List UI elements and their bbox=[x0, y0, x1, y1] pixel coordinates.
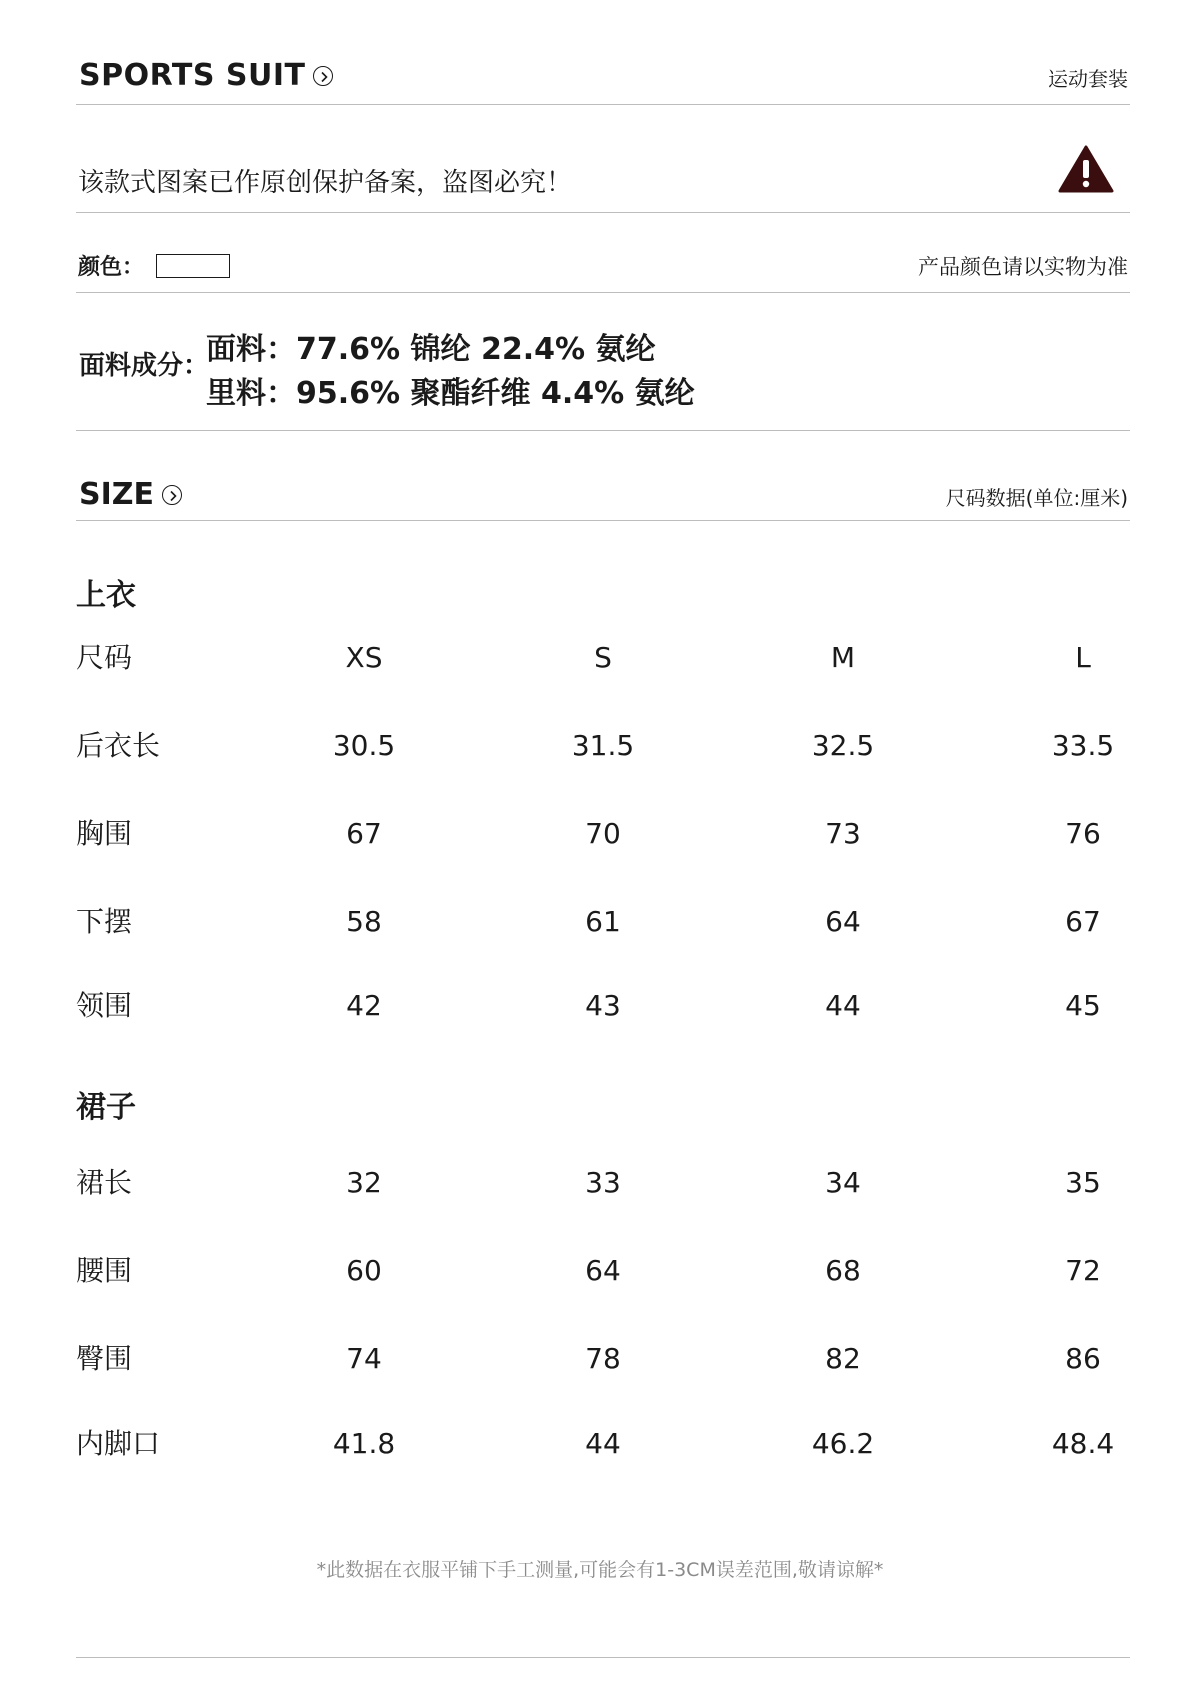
cell-value: 76 bbox=[1065, 817, 1101, 850]
cell-value: 64 bbox=[825, 905, 861, 938]
cell-value: 33 bbox=[585, 1166, 621, 1199]
fabric-label: 面料成分： bbox=[79, 351, 210, 381]
row-label: 下摆 bbox=[76, 905, 133, 938]
divider bbox=[76, 520, 1130, 521]
row-label: 后衣长 bbox=[76, 729, 161, 762]
table-row bbox=[0, 814, 1200, 854]
cell-value: 72 bbox=[1065, 1254, 1101, 1287]
divider bbox=[76, 292, 1130, 293]
cell-value: 70 bbox=[585, 817, 621, 850]
cell-value: 45 bbox=[1065, 989, 1101, 1022]
section-title-skirt: 裙子 bbox=[76, 1090, 136, 1125]
fabric-shell-line: 面料：77.6% 锦纶 22.4% 氨纶 bbox=[206, 332, 656, 367]
color-swatch bbox=[156, 254, 230, 278]
cell-value: 73 bbox=[825, 817, 861, 850]
cell-value: 35 bbox=[1065, 1166, 1101, 1199]
cell-value: 44 bbox=[585, 1427, 621, 1460]
divider bbox=[76, 212, 1130, 213]
row-label: 尺码 bbox=[76, 641, 133, 674]
cell-value: 48.4 bbox=[1051, 1427, 1115, 1460]
divider bbox=[76, 1657, 1130, 1658]
divider bbox=[76, 104, 1130, 105]
table-row bbox=[0, 1163, 1200, 1203]
color-field bbox=[78, 250, 230, 281]
footnote: *此数据在衣服平铺下手工测量,可能会有1-3CM误差范围,敬请谅解* bbox=[316, 1559, 884, 1581]
cell-value: L bbox=[1075, 641, 1091, 674]
copyright-notice: 该款式图案已作原创保护备案，盗图必究！ bbox=[78, 168, 573, 198]
table-row bbox=[0, 986, 1200, 1026]
page-title bbox=[79, 58, 333, 93]
cell-value: 60 bbox=[346, 1254, 382, 1287]
row-label: 腰围 bbox=[76, 1254, 133, 1287]
cell-value: 31.5 bbox=[571, 729, 635, 762]
cell-value: 41.8 bbox=[332, 1427, 396, 1460]
cell-value: 32.5 bbox=[811, 729, 875, 762]
table-row bbox=[0, 902, 1200, 942]
cell-value: 67 bbox=[346, 817, 382, 850]
cell-value: 34 bbox=[825, 1166, 861, 1199]
size-title-text: SIZE bbox=[79, 477, 155, 512]
cell-value: 30.5 bbox=[332, 729, 396, 762]
table-row bbox=[0, 726, 1200, 766]
cell-value: 33.5 bbox=[1051, 729, 1115, 762]
fabric-lining-line: 里料：95.6% 聚酯纤维 4.4% 氨纶 bbox=[206, 376, 695, 411]
size-title bbox=[79, 477, 182, 512]
cell-value: 61 bbox=[585, 905, 621, 938]
cell-value: 43 bbox=[585, 989, 621, 1022]
cell-value: 78 bbox=[585, 1342, 621, 1375]
row-label: 胸围 bbox=[76, 817, 133, 850]
chevron-right-circle-icon bbox=[162, 485, 182, 505]
unit-note: 尺码数据(单位:厘米) bbox=[945, 486, 1128, 510]
row-label: 内脚口 bbox=[76, 1427, 161, 1460]
cell-value: 58 bbox=[346, 905, 382, 938]
table-row bbox=[0, 638, 1200, 678]
cell-value: S bbox=[594, 641, 612, 674]
color-label: 颜色： bbox=[78, 255, 145, 280]
title-text: SPORTS SUIT bbox=[79, 58, 306, 93]
table-row bbox=[0, 1251, 1200, 1291]
warning-triangle-icon bbox=[1058, 144, 1114, 198]
row-label: 裙长 bbox=[76, 1166, 133, 1199]
cell-value: 67 bbox=[1065, 905, 1101, 938]
chevron-right-circle-icon bbox=[313, 66, 333, 86]
table-row bbox=[0, 1424, 1200, 1464]
row-label: 领围 bbox=[76, 989, 133, 1022]
category-label: 运动套装 bbox=[1048, 67, 1128, 91]
cell-value: 42 bbox=[346, 989, 382, 1022]
section-title-top: 上衣 bbox=[76, 578, 136, 613]
cell-value: 74 bbox=[346, 1342, 382, 1375]
cell-value: 82 bbox=[825, 1342, 861, 1375]
cell-value: 68 bbox=[825, 1254, 861, 1287]
cell-value: 64 bbox=[585, 1254, 621, 1287]
cell-value: 44 bbox=[825, 989, 861, 1022]
cell-value: 86 bbox=[1065, 1342, 1101, 1375]
cell-value: XS bbox=[345, 641, 383, 674]
cell-value: M bbox=[830, 641, 856, 674]
color-note: 产品颜色请以实物为准 bbox=[918, 255, 1128, 279]
divider bbox=[76, 430, 1130, 431]
row-label: 臀围 bbox=[76, 1342, 133, 1375]
cell-value: 46.2 bbox=[811, 1427, 875, 1460]
table-row bbox=[0, 1339, 1200, 1379]
cell-value: 32 bbox=[346, 1166, 382, 1199]
